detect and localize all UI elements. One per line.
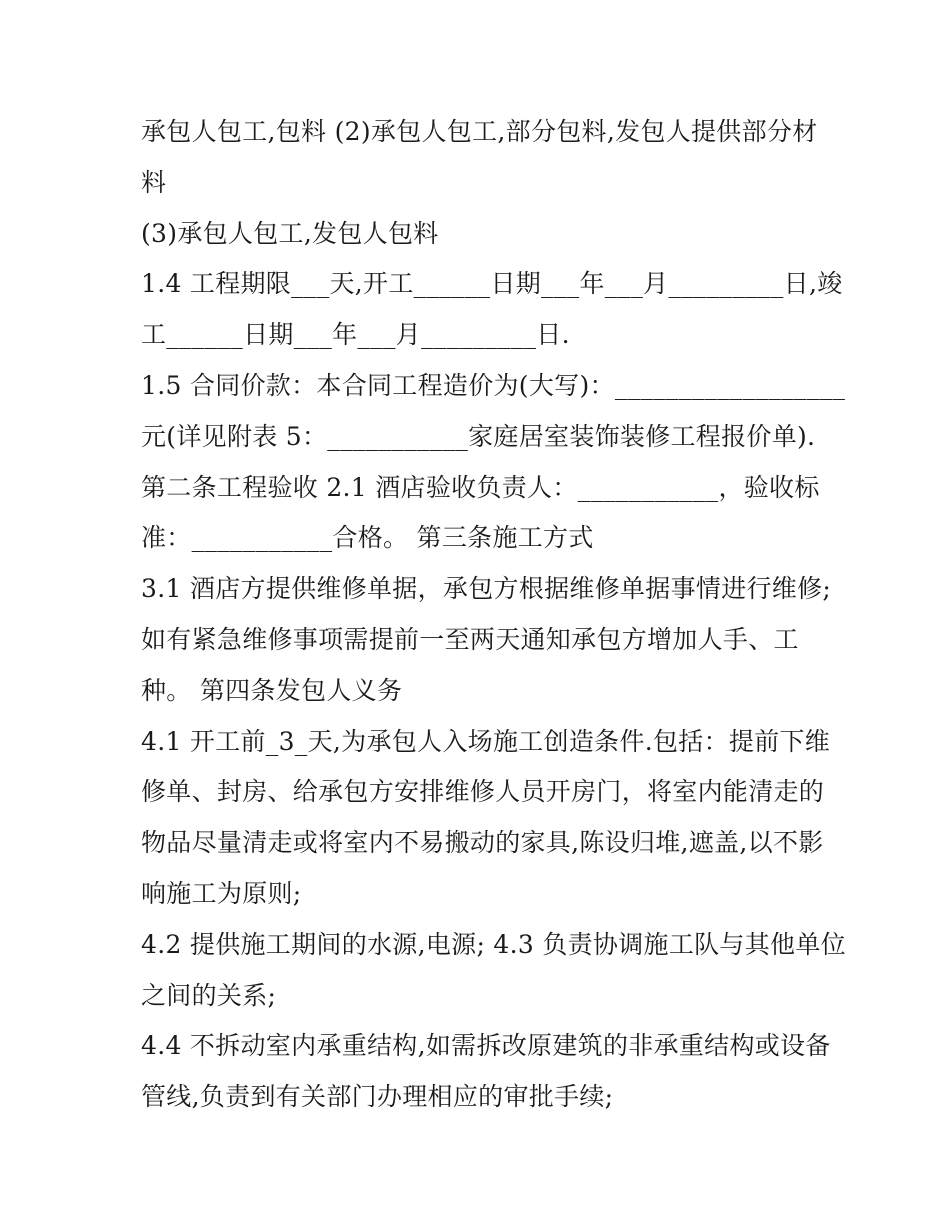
text-line: 料 <box>141 167 167 197</box>
text-line: 物品尽量清走或将室内不易搬动的家具,陈设归堆,遮盖,以不影 <box>141 828 824 858</box>
text-line: 元(详见附表 5：___________家庭居室装饰装修工程报价单). <box>141 421 816 451</box>
text-line: 1.5 合同价款：本合同工程造价为(大写)：__________________ <box>141 370 846 400</box>
text-line: 4.4 不拆动室内承重结构,如需拆改原建筑的非承重结构或设备 <box>141 1031 831 1061</box>
text-line: 如有紧急维修事项需提前一至两天通知承包方增加人手、工 <box>141 624 799 654</box>
document-body <box>141 107 846 1123</box>
text-line: 承包人包工,包料 (2)承包人包工,部分包料,发包人提供部分材 <box>141 117 818 146</box>
text-line: 3.1 酒店方提供维修单据，承包方根据维修单据事情进行维修; <box>141 574 832 604</box>
text-line: (3)承包人包工,发包人包料 <box>141 218 439 248</box>
text-line: 4.2 提供施工期间的水源,电源; 4.3 负责协调施工队与其他单位 <box>141 929 846 959</box>
text-line: 管线,负责到有关部门办理相应的审批手续; <box>141 1082 614 1112</box>
text-line: 修单、封房、给承包方安排维修人员开房门，将室内能清走的 <box>141 777 825 807</box>
text-line: 1.4 工程期限___天,开工______日期___年___月_________日,竣 <box>141 269 843 299</box>
text-line: 准：___________合格。 第三条施工方式 <box>141 523 594 553</box>
text-line: 第二条工程验收 2.1 酒店验收负责人：___________，验收标 <box>141 472 820 502</box>
text-line: 工______日期___年___月_________日. <box>141 320 570 350</box>
text-line: 之间的关系; <box>141 980 277 1010</box>
text-line: 种。 第四条发包人义务 <box>141 675 403 705</box>
text-line: 响施工为原则; <box>141 878 302 908</box>
text-line: 4.1 开工前_3_天,为承包人入场施工创造条件.包括：提前下维 <box>141 726 831 756</box>
